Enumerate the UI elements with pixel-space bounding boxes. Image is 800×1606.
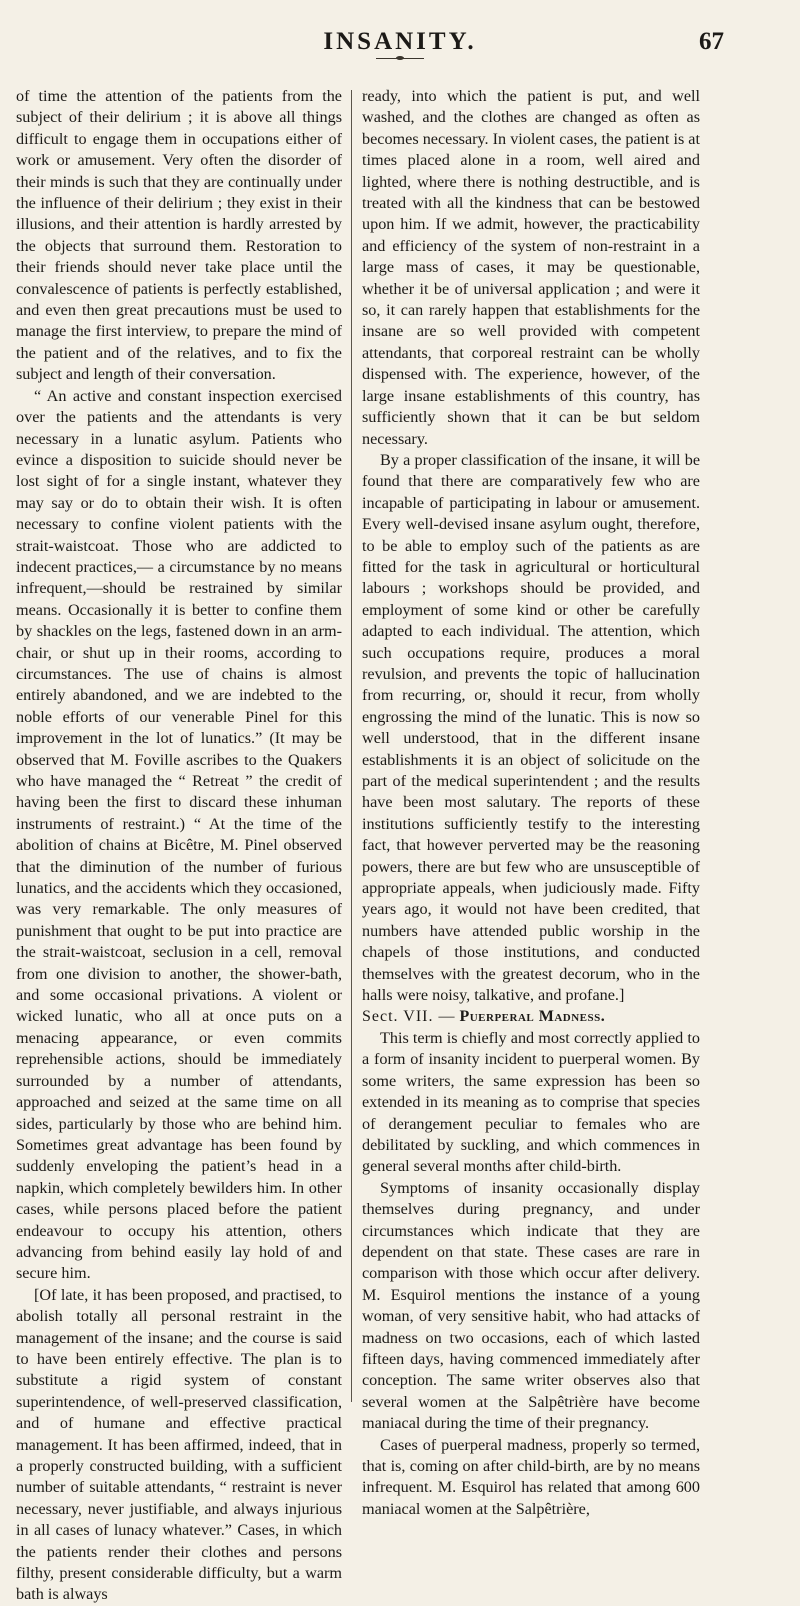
right-paragraph-1: ready, into which the patient is put, and well washed, and the clothes are changed as often as becomes necessary. In violent cases, the patient is at times placed alone in a room, well aired and lighted, where there is nothing destructible, and is treated with all the kindness that can be bestowed upon him. If we admit, however, the practicability and efficiency of the system of non-restraint in a large mass of cases, it may be questionable, whether it be of universal application ; and were it so, it can rarely happen that establishments for the insane are so well provided with competent attendants, that corporeal restraint can be wholly dispensed with. The experience, however, of the large insane establishments of this country, has sufficiently shown that it can be but seldom necessary. [362, 87, 700, 448]
page-number: 67 [699, 28, 724, 55]
right-paragraph-5: Cases of puerperal madness, properly so termed, that is, coming on after child-birth, are by no means infrequent. M. Esquirol has related that among 600 maniacal women at the Salpêtrière, [362, 1435, 700, 1518]
left-paragraph-3: [Of late, it has been proposed, and practised, to abolish totally all personal restraint in the management of the insane; and the course is said to have been entirely effective. The plan is to substitute a rigid system of constant superintendence, of well-preserved classification, and of humane and effective practical management. It has been affirmed, indeed, that in a properly constructed building, with a sufficient number of suitable attendants, “ restraint is never necessary, never justifiable, and always injurious in all cases of lunacy whatever.” Cases, in which the patients render their clothes and persons filthy, present considerable difficulty, but a warm bath is always [16, 1285, 342, 1604]
header-ornament-rule [376, 58, 424, 59]
left-column [16, 86, 342, 1604]
running-title: INSANITY. [323, 28, 477, 55]
section-number: Sect. VII. — [362, 1008, 456, 1026]
right-paragraph-2: By a proper classification of the insane, it will be found that there are comparatively few who are incapable of participating in labour or amusement. Every well-devised insane asylum ought, therefore, to be able to employ such of the patients as are fitted for the task in agricultural or horticultural labours ; workshops should be provided, and employment of some kind or other be carefully adapted to each individual. The attention, which such occupations require, produces a moral revulsion, and prevents the topic of hallucination from recurring, or, should it recur, from wholly engrossing the mind of the lunatic. This is now so well understood, that in the different insane establishments it is an object of solicitude on the part of the medical superintendent ; and the results have been most salutary. The reports of these institutions sufficiently testify to the interesting fact, that however perverted may be the reasoning powers, there are but few who are unsusceptible of appropriate appeals, when judiciously made. Fifty years ago, it would not have been credited, that numbers have attended public worship in the chapels of those institutions, and conducted themselves with the greatest decorum, who in the halls were noisy, talkative, and profane.] [362, 450, 700, 1005]
section-heading [362, 1006, 700, 1027]
right-paragraph-3: This term is chiefly and most correctly applied to a form of insanity incident to puerperal women. By some writers, the same expression has been so extended in its meaning as to comprise that species of derangement peculiar to females who are debilitated by suckling, and which commences in general several months after child-birth. [362, 1028, 700, 1176]
column-divider [351, 90, 352, 1402]
left-paragraph-2: “ An active and constant inspection exercised over the patients and the attendants is very necessary in a lunatic asylum. Patients who evince a disposition to suicide should never be lost sight of for a single instant, whatever they may say or do to obtain their wish. It is often necessary to confine violent patients with the strait-waistcoat. Those who are addicted to indecent practices,— a circumstance by no means infrequent,—should be restrained by similar means. Occasionally it is better to confine them by shackles on the legs, fastened down in an arm-chair, or shut up in their rooms, according to circumstances. The use of chains is almost entirely abandoned, and we are indebted to the noble efforts of our venerable Pinel for this improvement in the lot of lunatics.” (It may be observed that M. Foville ascribes to the Quakers who have managed the “ Retreat ” the credit of having been the first to discard these inhuman instruments of restraint.) “ At the time of the abolition of chains at Bicêtre, M. Pinel observed that the diminution of the number of furious lunatics, and the accidents which they occasioned, was very remarkable. The only measures of punishment that ought to be put into practice are the strait-waistcoat, seclusion in a cell, removal from one division to another, the shower-bath, and some occasional privations. A violent or wicked lunatic, who all at once puts on a menacing appearance, or even commits reprehensible actions, should be immediately surrounded by a number of attendants, approached and seized at the same time on all sides, particularly by those who are behind him. Sometimes great advantage has been found by suddenly enveloping the patient’s head in a napkin, which completely bewilders him. In other cases, while persons placed before the patient endeavour to occupy his attention, others advancing from behind easily lay hold of and secure him. [16, 386, 342, 1283]
right-column [362, 86, 700, 1518]
section-title: Puerperal Madness. [459, 1008, 606, 1026]
left-paragraph-1: of time the attention of the patients from the subject of their delirium ; it is above all things difficult to engage them in occupations either of work or amusement. Very often the disorder of their minds is such that they are continually under the influence of their delirium ; they exist in their illusions, and their attention is hardly arrested by the objects that surround them. Restoration to their friends should never take place until the convalescence of patients is perfectly established, and even then great precautions must be used to manage the first interview, to prepare the mind of the patient and of the relatives, and to fix the subject and length of their conversation. [16, 87, 342, 384]
right-paragraph-4: Symptoms of insanity occasionally display themselves during pregnancy, and under circumstances which indicate that they are dependent on that state. These cases are rare in comparison with those which occur after delivery. M. Esquirol mentions the instance of a young woman, of very sensitive habit, who had attacks of madness on two occasions, each of which lasted fifteen days, having commenced immediately after conception. The same writer observes also that several women at the Salpêtrière have become maniacal during the time of their pregnancy. [362, 1178, 700, 1433]
